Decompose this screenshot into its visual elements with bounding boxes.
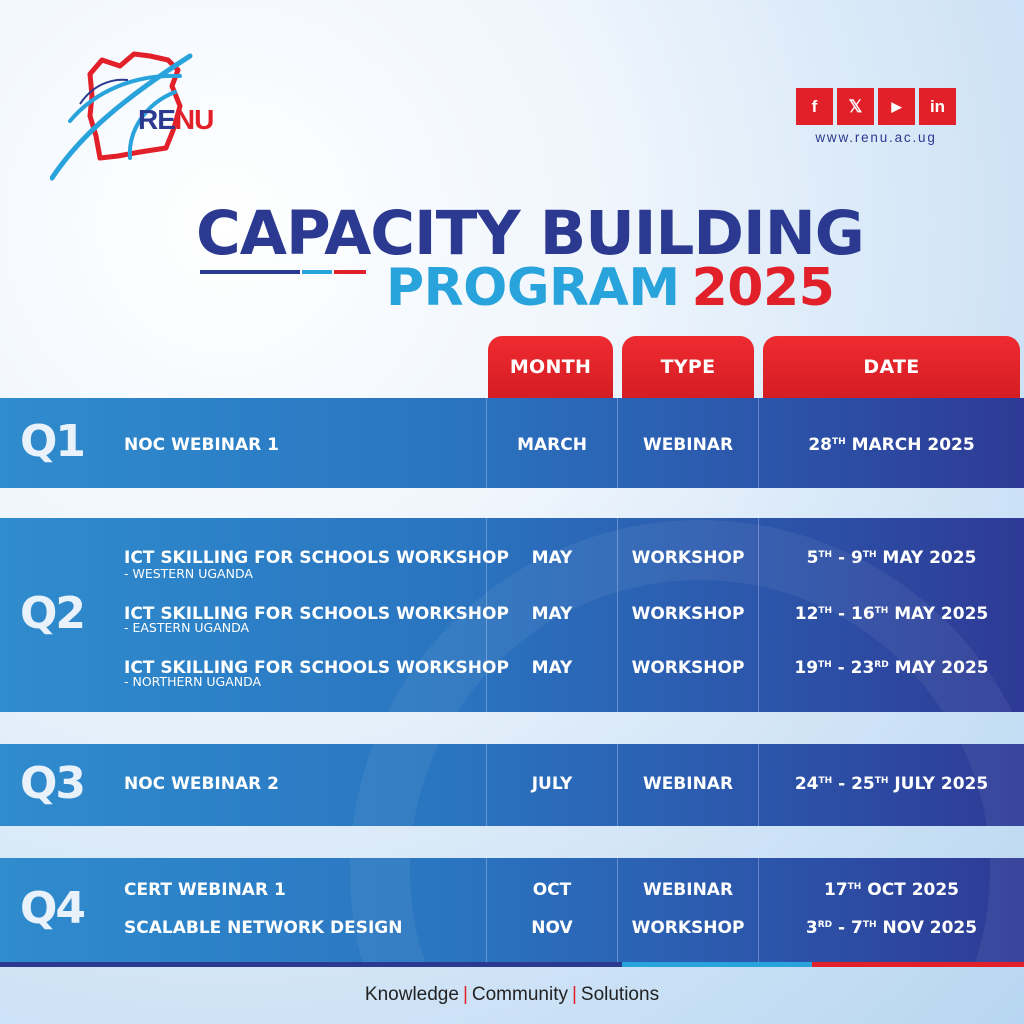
social-links <box>796 88 956 125</box>
date-suffix-start: TH <box>818 606 833 616</box>
event-month: MAY <box>531 548 573 568</box>
date-suffix-start: TH <box>847 882 862 892</box>
event-type: WORKSHOP <box>631 604 745 624</box>
event-date <box>759 548 1024 568</box>
date-month-year: MARCH 2025 <box>845 435 975 455</box>
event-month: JULY <box>531 774 573 794</box>
footer-bar-navy <box>0 962 622 967</box>
event-month: NOV <box>531 918 573 938</box>
date-suffix-start: TH <box>831 437 846 447</box>
quarter-band-q3 <box>0 744 1024 826</box>
date-day-start: 12 <box>794 604 819 624</box>
quarter-band-q4 <box>0 858 1024 962</box>
event-name: ICT SKILLING FOR SCHOOLS WORKSHOP <box>124 658 509 678</box>
date-day-start: 5 <box>806 548 819 568</box>
title-underline-red <box>334 270 366 274</box>
column-divider <box>758 858 759 962</box>
quarter-label: Q2 <box>20 588 85 639</box>
date-month-year: OCT 2025 <box>861 880 960 900</box>
date-range-dash: - <box>832 604 851 624</box>
quarter-label: Q1 <box>20 416 85 467</box>
date-day-end: 25 <box>851 774 875 794</box>
date-day-start: 24 <box>794 774 819 794</box>
event-date <box>759 658 1024 678</box>
linkedin-icon[interactable]: in <box>919 88 956 125</box>
event-name: NOC WEBINAR 1 <box>124 435 279 455</box>
event-region: - NORTHERN UGANDA <box>124 674 262 689</box>
date-range-dash: - <box>832 918 852 938</box>
quarter-band-q2 <box>0 518 1024 712</box>
date-month-year: NOV 2025 <box>876 918 978 938</box>
header-type: TYPE <box>622 336 754 398</box>
event-name: ICT SKILLING FOR SCHOOLS WORKSHOP <box>124 604 509 624</box>
event-name: SCALABLE NETWORK DESIGN <box>124 918 403 938</box>
date-suffix-end: TH <box>874 776 889 786</box>
date-suffix-start: TH <box>818 660 832 670</box>
logo-wordmark: RENU <box>138 104 214 135</box>
quarter-band-q1 <box>0 398 1024 488</box>
title-underline-cyan <box>302 270 332 274</box>
date-suffix-end: TH <box>862 550 877 560</box>
date-suffix-start: TH <box>818 776 833 786</box>
event-date <box>759 435 1024 455</box>
date-day-start: 3 <box>805 918 818 938</box>
date-range-dash: - <box>832 548 851 568</box>
date-suffix-start: RD <box>817 920 833 930</box>
date-day-end: 9 <box>850 548 863 568</box>
date-month-year: JULY 2025 <box>888 774 989 794</box>
date-day-start: 19 <box>794 658 819 678</box>
date-month-year: MAY 2025 <box>888 604 989 624</box>
date-day-start: 17 <box>823 880 848 900</box>
youtube-icon[interactable]: ▶ <box>878 88 915 125</box>
date-day-end: 7 <box>851 918 863 938</box>
date-day-end: 16 <box>850 604 875 624</box>
date-suffix-end: TH <box>874 606 889 616</box>
footer-bar-cyan <box>622 962 812 967</box>
date-day-start: 28 <box>808 435 832 455</box>
event-date <box>759 604 1024 624</box>
event-name: CERT WEBINAR 1 <box>124 880 286 900</box>
date-range-dash: - <box>831 658 851 678</box>
quarter-label: Q4 <box>20 883 85 934</box>
tagline-community: Community <box>471 984 568 1005</box>
event-type: WEBINAR <box>642 880 734 900</box>
event-region: - WESTERN UGANDA <box>124 566 253 581</box>
title-program: PROGRAM <box>386 258 680 318</box>
column-divider <box>486 858 487 962</box>
event-month: MARCH <box>517 435 587 455</box>
facebook-icon[interactable]: f <box>796 88 833 125</box>
quarter-label: Q3 <box>20 758 85 809</box>
event-type: WORKSHOP <box>631 658 745 678</box>
date-month-year: MAY 2025 <box>888 658 989 678</box>
event-name: NOC WEBINAR 2 <box>124 774 279 794</box>
title-underline-navy <box>200 270 300 274</box>
date-day-end: 23 <box>850 658 875 678</box>
date-range-dash: - <box>832 774 852 794</box>
event-month: MAY <box>531 604 573 624</box>
website-url[interactable]: www.renu.ac.ug <box>815 130 937 145</box>
title-year: 2025 <box>691 258 835 318</box>
date-suffix-end: TH <box>862 920 877 930</box>
header-month: MONTH <box>488 336 613 398</box>
decorative-arc <box>350 858 1024 962</box>
tagline-solutions: Solutions <box>580 984 660 1005</box>
event-type: WEBINAR <box>642 774 734 794</box>
event-type: WEBINAR <box>642 435 734 455</box>
renu-logo <box>50 46 225 186</box>
event-date <box>759 918 1024 938</box>
header-date: DATE <box>763 336 1020 398</box>
tagline-knowledge: Knowledge <box>364 984 459 1005</box>
event-date <box>759 774 1024 794</box>
date-suffix-start: TH <box>818 550 833 560</box>
event-month: MAY <box>531 658 573 678</box>
x-icon[interactable]: 𝕏 <box>837 88 874 125</box>
date-suffix-end: RD <box>874 660 889 670</box>
title-line-1: CAPACITY BUILDING <box>196 198 864 269</box>
event-type: WORKSHOP <box>631 918 745 938</box>
event-type: WORKSHOP <box>631 548 745 568</box>
footer-bar-red <box>812 962 1024 967</box>
event-region: - EASTERN UGANDA <box>124 620 250 635</box>
event-name: ICT SKILLING FOR SCHOOLS WORKSHOP <box>124 548 509 568</box>
tagline: Knowledge | Community | Solutions <box>364 984 660 1005</box>
event-month: OCT <box>532 880 572 900</box>
event-date <box>759 880 1024 900</box>
column-divider <box>617 858 618 962</box>
title-line-2 <box>386 258 834 318</box>
date-month-year: MAY 2025 <box>876 548 977 568</box>
